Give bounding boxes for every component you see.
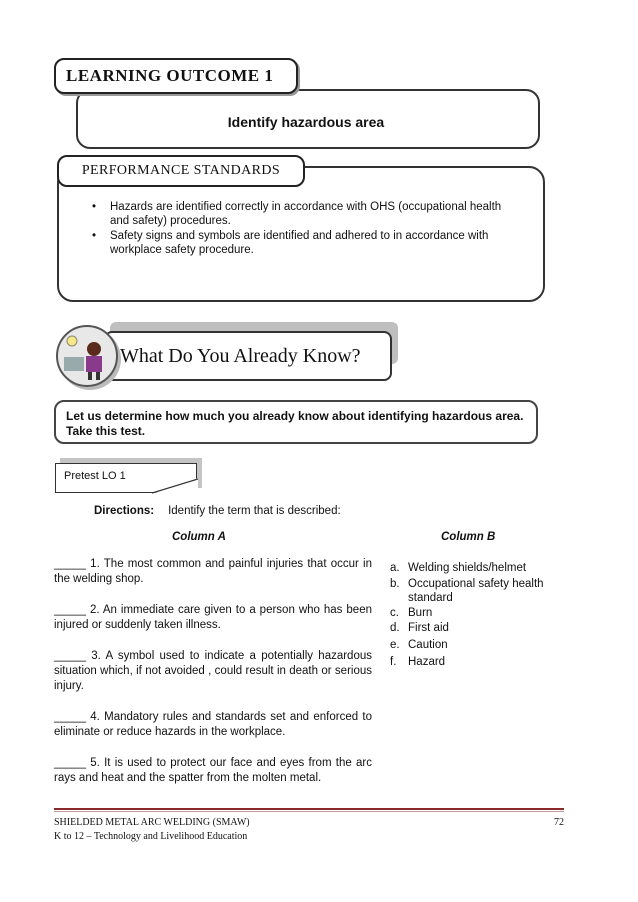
answer-letter: b. [390,578,400,590]
answer-letter: e. [390,639,400,651]
performance-standards-list [92,200,522,258]
performance-standards-tab [57,155,305,187]
question-item: _____ 1. The most common and painful injuries that occur in the welding shop. [54,558,372,585]
bullet-icon: • [92,201,97,213]
answer-letter: d. [390,622,400,634]
banner-box [104,331,392,381]
list-item-text: Hazards are identified correctly in accordance with OHS (occupational health and safety) procedures. [110,201,502,227]
answer-letter: c. [390,607,399,619]
directions-label: Directions: [94,505,155,517]
answer-letter: a. [390,562,400,574]
question-item: _____ 3. A symbol used to indicate a potentially hazardous situation which, if not avoided , could result in death or serious injury. [54,650,372,692]
footer-rule [54,808,564,810]
answer-item [390,561,560,575]
list-item [92,200,522,228]
footer [54,816,564,844]
answer-item [390,621,560,635]
answer-letter: f. [390,656,397,668]
answer-item [390,655,560,669]
question-list [54,557,372,802]
learning-outcome-tab [54,58,298,94]
answer-item [390,606,560,620]
column-a-heading: Column A [172,531,226,543]
learning-outcome-subtitle: Identify hazardous area [227,114,385,130]
question-item: _____ 2. An immediate care given to a person who has been injured or suddenly taken illness. [54,604,372,631]
question-item: _____ 5. It is used to protect our face and eyes from the arc rays and heat and the spatter from the molten metal. [54,757,372,784]
list-item [92,229,522,257]
bullet-icon: • [92,230,97,242]
answer-text: First aid [408,622,449,634]
list-item-text: Safety signs and symbols are identified and adhered to in accordance with workplace safety procedure. [110,230,489,256]
page-number: 72 [554,817,564,828]
banner-title: What Do You Already Know? [120,344,361,367]
directions [94,505,341,517]
pretest-label-text: Pretest LO 1 [64,470,126,482]
footer-program: K to 12 – Technology and Livelihood Education [54,831,248,842]
answer-text: Burn [408,607,433,619]
student-illustration-icon [56,325,118,387]
answer-item [390,577,560,605]
page-curl-icon [152,478,198,494]
column-b-heading: Column B [441,531,496,543]
answer-list [390,561,560,669]
answer-text: Occupational safety health standard [408,578,544,604]
answer-text: Hazard [408,656,446,668]
footer-rule-thin [54,811,564,812]
performance-standards-title: PERFORMANCE STANDARDS [81,163,281,178]
intro-box: Let us determine how much you already know about identifying hazardous area. Take this test. [54,400,538,444]
answer-text: Welding shields/helmet [408,562,527,574]
footer-course-title: SHIELDED METAL ARC WELDING (SMAW) [54,817,250,828]
question-item: _____ 4. Mandatory rules and standards set and enforced to eliminate or reduce hazards in the workplace. [54,711,372,738]
answer-item [390,638,560,652]
directions-text: Identify the term that is described: [168,505,341,517]
answer-text: Caution [408,639,448,651]
pretest-label [55,463,197,493]
learning-outcome-title: LEARNING OUTCOME 1 [66,66,274,85]
